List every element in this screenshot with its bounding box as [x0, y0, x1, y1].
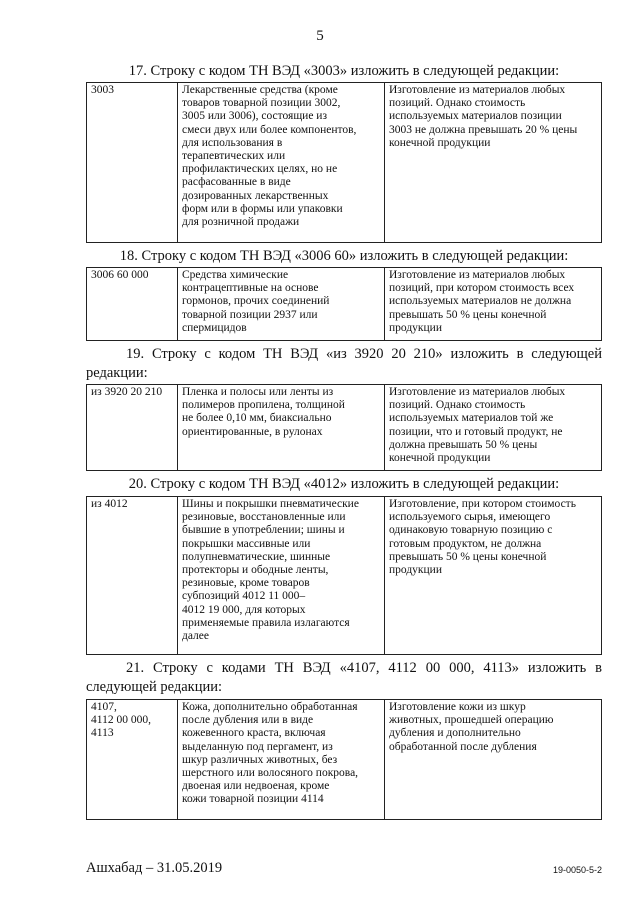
origin-condition-cell: Изготовление из материалов любых позиций, при котором стоимость всех используемых материалов не должна превышать 50 % цены конечной продукции: [385, 268, 602, 341]
table-row: [87, 385, 602, 471]
origin-condition-cell: Изготовление кожи из шкур животных, прошедшей операцию дубления и дополнительно обработанной после дубления: [385, 700, 602, 820]
goods-description-cell: Кожа, дополнительно обработанная после дубления или в виде кожевенного краста, включая выделанную под пергамент, из шкур различных животных, без шерстного или волосяного покрова, двоеная или недвоеная, кроме кожи товарной позиции 4114: [178, 700, 385, 820]
goods-description-cell: Лекарственные средства (кроме товаров товарной позиции 3002, 3005 или 3006), состоящие из смеси двух или более компонентов, для использования в терапевтических или профилактических целях, но не расфасованные в виде дозированных лекарственных форм или в формы или упаковки для розничной продажи: [178, 83, 385, 243]
hs-code-cell: 3003: [87, 83, 178, 243]
origin-condition-cell: Изготовление из материалов любых позиций. Однако стоимость используемых материалов той же позиции, что и готовый продукт, не должна превышать 50 % цены конечной продукции: [385, 385, 602, 471]
section-19-heading: 19. Строку с кодом ТН ВЭД «из 3920 20 210» изложить в следующей редакции:: [86, 346, 602, 381]
footer-doc-code: 19-0050-5-2: [552, 865, 602, 875]
hs-code-cell: из 3920 20 210: [87, 385, 178, 471]
footer-place-date: Ашхабад – 31.05.2019: [86, 860, 223, 876]
section-20-heading: 20. Строку с кодом ТН ВЭД «4012» изложить в следующей редакции:: [128, 476, 560, 492]
hs-code-cell: 3006 60 000: [87, 268, 178, 341]
section-21-table: [86, 699, 602, 820]
section-18-table: [86, 267, 602, 341]
goods-description-cell: Средства химические контрацептивные на основе гормонов, прочих соединений товарной позиции 2937 или спермицидов: [178, 268, 385, 341]
section-21-heading: 21. Строку с кодами ТН ВЭД «4107, 4112 00 000, 4113» изложить в следующей редакции:: [86, 660, 602, 695]
section-17-table: [86, 82, 602, 243]
section-18-heading: 18. Строку с кодом ТН ВЭД «3006 60» изложить в следующей редакции:: [119, 248, 569, 264]
table-row: [87, 83, 602, 243]
hs-code-cell: из 4012: [87, 497, 178, 655]
hs-code-cell: 4107, 4112 00 000, 4113: [87, 700, 178, 820]
goods-description-cell: Шины и покрышки пневматические резиновые, восстановленные или бывшие в употреблении; шины и покрышки массивные или полупневматические, шинные протекторы и ободные ленты, резиновые, кроме товаров субпозиций 4012 11 000– 4012 19 000, для которых применяемые правила излагаются далее: [178, 497, 385, 655]
goods-description-cell: Пленка и полосы или ленты из полимеров пропилена, толщиной не более 0,10 мм, биаксиально ориентированные, в рулонах: [178, 385, 385, 471]
origin-condition-cell: Изготовление из материалов любых позиций. Однако стоимость используемых материалов позиции 3003 не должна превышать 20 % цены конечной продукции: [385, 83, 602, 243]
section-17-heading: 17. Строку с кодом ТН ВЭД «3003» изложить в следующей редакции:: [128, 63, 560, 79]
origin-condition-cell: Изготовление, при котором стоимость используемого сырья, имеющего одинаковую товарную позицию с готовым продуктом, не должна превышать 50 % цены конечной продукции: [385, 497, 602, 655]
table-row: [87, 700, 602, 820]
table-row: [87, 268, 602, 341]
page-number: 5: [316, 28, 324, 44]
section-20-table: [86, 496, 602, 655]
table-row: [87, 497, 602, 655]
section-19-table: [86, 384, 602, 471]
